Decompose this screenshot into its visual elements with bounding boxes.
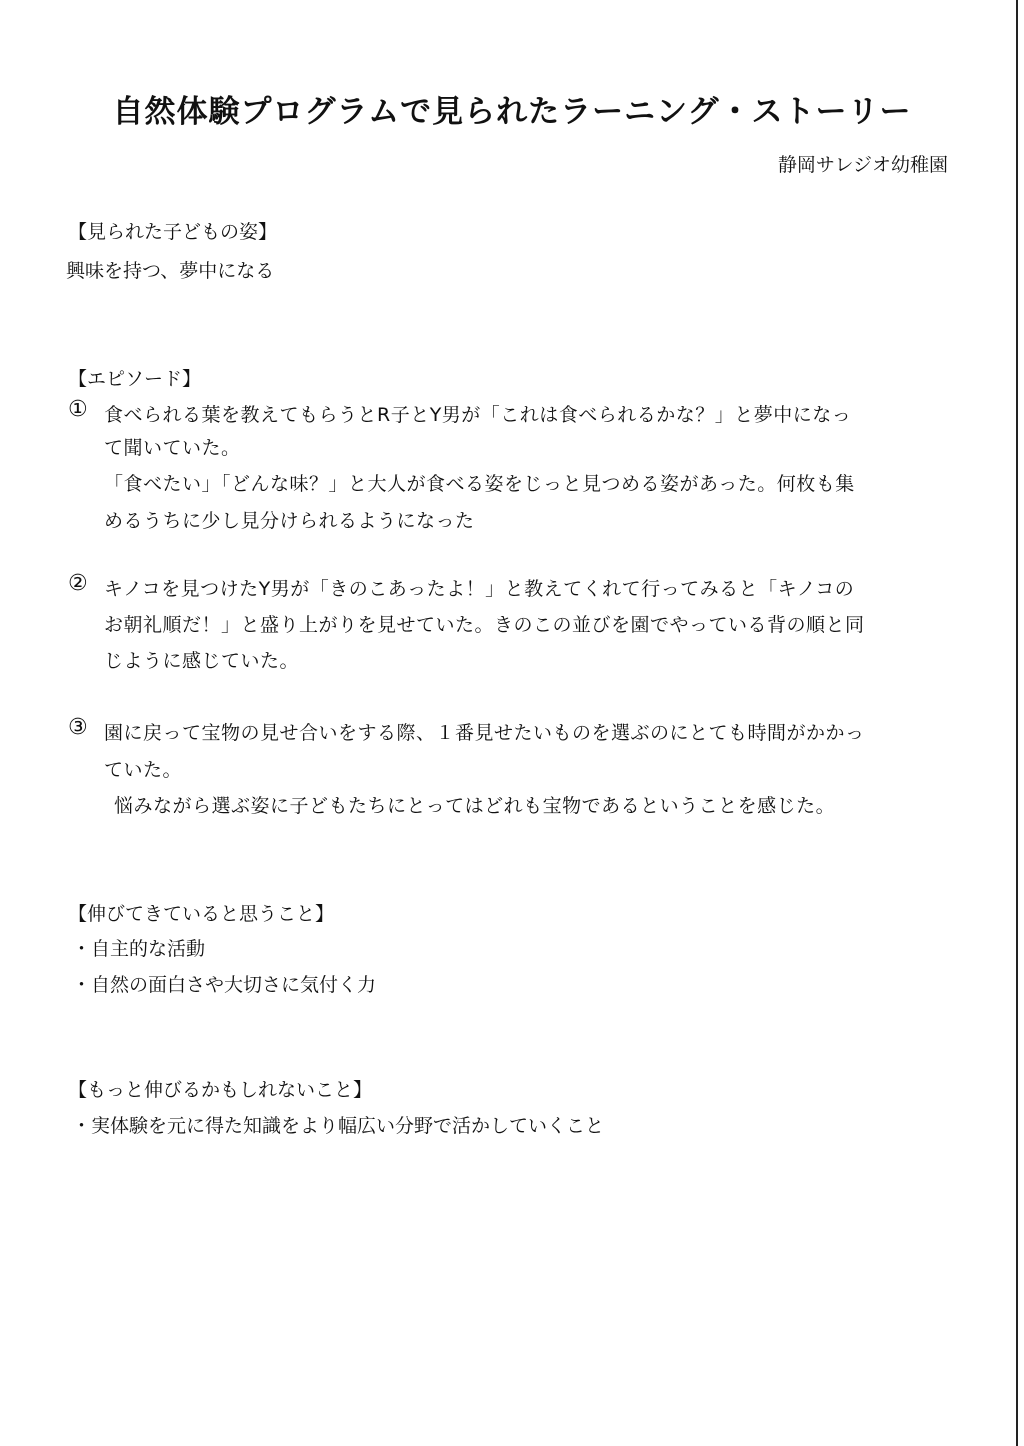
child-figure-text: 興味を持つ、夢中になる (66, 260, 275, 282)
episode-2-line-2: お朝礼順だ！」と盛り上がりを見せていた。きのこの並びを園でやっている背の順と同 (104, 614, 865, 636)
episode-number-2: ② (68, 571, 88, 596)
section-heading-episodes: 【エピソード】 (68, 368, 202, 390)
episode-3-line-2: ていた。 (104, 759, 183, 781)
section-heading-potential: 【もっと伸びるかもしれないこと】 (68, 1079, 373, 1101)
episode-number-3: ③ (68, 715, 88, 740)
potential-item-1: ・実体験を元に得た知識をより幅広い分野で活かしていくこと (72, 1115, 605, 1137)
episode-number-1: ① (68, 397, 88, 422)
episode-1-line-3: 「食べたい」「どんな味？」と大人が食べる姿をじっと見つめる姿があった。何枚も集 (104, 473, 855, 495)
episode-1-line-1: 食べられる葉を教えてもらうとR子とY男が「これは食べられるかな？」と夢中になっ (104, 404, 852, 426)
document-title: 自然体験プログラムで見られたラーニング・ストーリー (112, 94, 912, 130)
episode-1-line-2: て聞いていた。 (104, 437, 241, 459)
author-name: 静岡サレジオ幼稚園 (777, 154, 948, 176)
section-heading-growing: 【伸びてきていると思うこと】 (68, 903, 335, 925)
episode-2-line-3: じように感じていた。 (104, 650, 300, 672)
episode-3-line-1: 園に戻って宝物の見せ合いをする際、１番見せたいものを選ぶのにとても時間がかかっ (104, 722, 865, 744)
page-edge-line (1016, 0, 1018, 1446)
section-heading-child-figure: 【見られた子どもの姿】 (68, 221, 278, 243)
episode-1-line-4: めるうちに少し見分けられるようになった (104, 510, 475, 532)
episode-3-line-3: 悩みながら選ぶ姿に子どもたちにとってはどれも宝物であるということを感じた。 (114, 795, 836, 817)
growing-item-2: ・自然の面白さや大切さに気付く力 (72, 974, 377, 996)
episode-2-line-1: キノコを見つけたY男が「きのこあったよ！」と教えてくれて行ってみると「キノコの (104, 578, 855, 600)
growing-item-1: ・自主的な活動 (72, 938, 206, 960)
